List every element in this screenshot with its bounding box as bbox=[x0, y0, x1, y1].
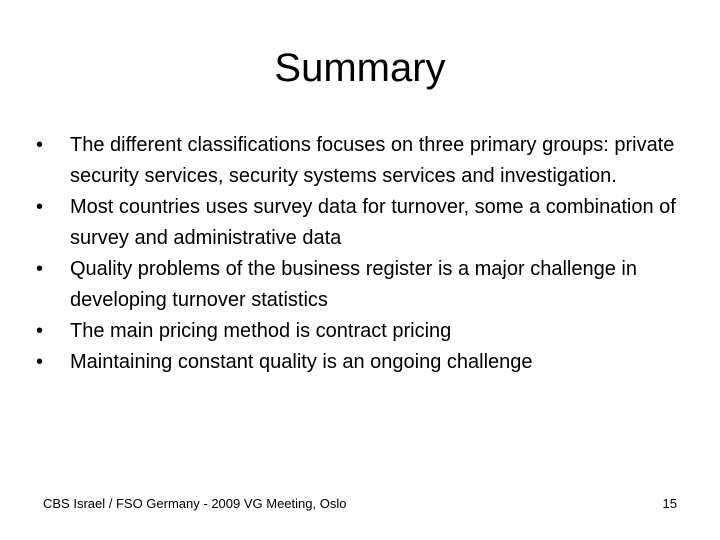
bullet-text: The main pricing method is contract pricing bbox=[70, 320, 452, 342]
bullet-text: Most countries uses survey data for turnover, some a combination of survey and administrative data bbox=[70, 196, 676, 249]
bullet-icon: • bbox=[36, 351, 44, 373]
bullet-text: The different classifications focuses on three primary groups: private security services, security systems services and investigation. bbox=[70, 134, 675, 187]
bullet-text: Quality problems of the business register is a major challenge in developing turnover statistics bbox=[70, 258, 637, 311]
bullet-icon: • bbox=[36, 258, 44, 280]
bullet-list bbox=[36, 130, 696, 378]
bullet-icon: • bbox=[36, 320, 44, 342]
bullet-item bbox=[36, 192, 696, 254]
bullet-item bbox=[36, 254, 696, 316]
page-number: 15 bbox=[662, 496, 677, 511]
footer-text: CBS Israel / FSO Germany - 2009 VG Meeting, Oslo bbox=[43, 496, 347, 511]
bullet-item bbox=[36, 347, 696, 378]
bullet-icon: • bbox=[36, 196, 44, 218]
bullet-item bbox=[36, 316, 696, 347]
slide-title: Summary bbox=[274, 46, 446, 90]
bullet-text: Maintaining constant quality is an ongoing challenge bbox=[70, 351, 533, 373]
bullet-item bbox=[36, 130, 696, 192]
bullet-icon: • bbox=[36, 134, 44, 156]
